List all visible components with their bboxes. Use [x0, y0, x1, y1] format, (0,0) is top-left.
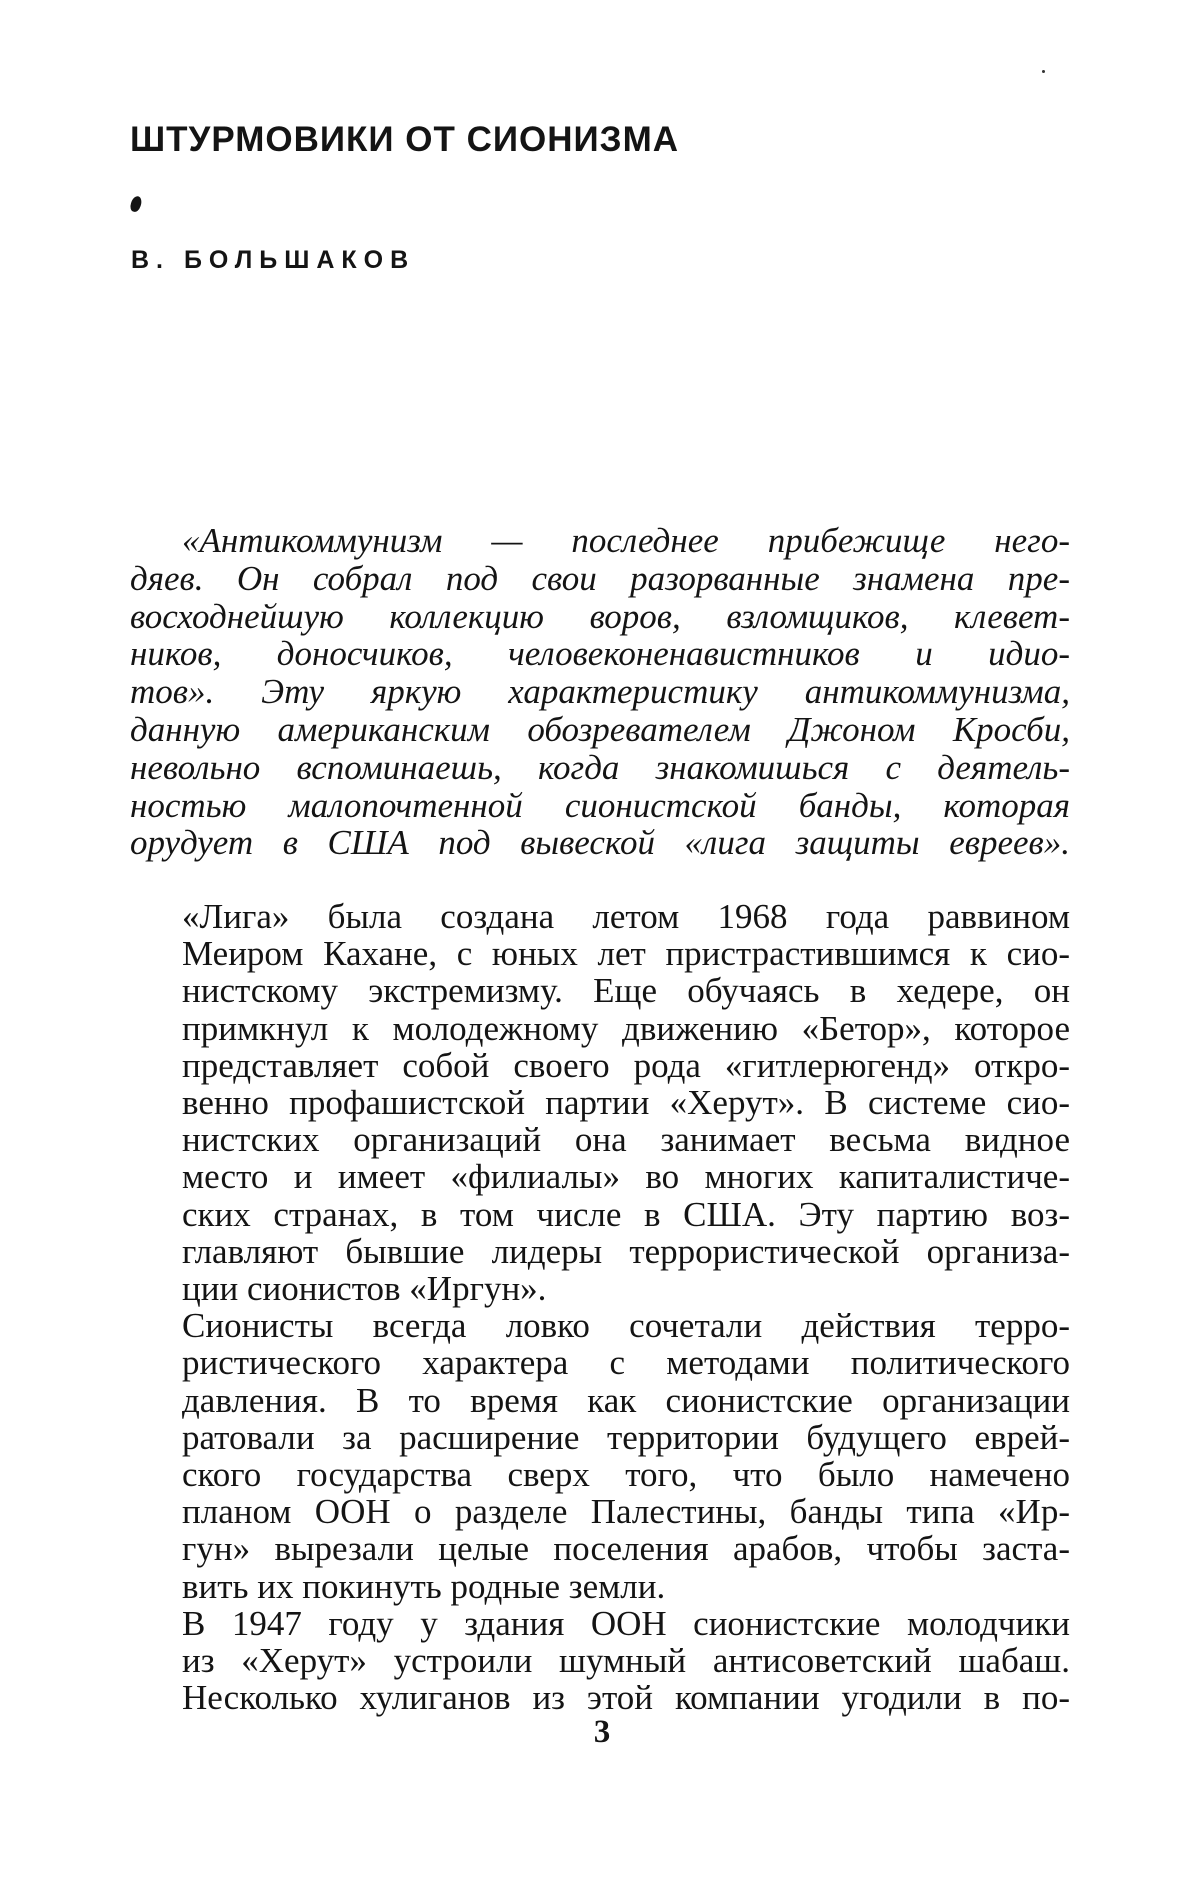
text-line: нистских организаций она занимает весьма видное — [182, 1120, 1070, 1160]
epigraph-line: ностью малопочтенной сионистской банды, которая — [130, 785, 1070, 825]
text-line: нистскому экстремизму. Еще обучаясь в хедере, он — [182, 971, 1070, 1011]
text-line: ских странах, в том числе в США. Эту партию воз- — [182, 1194, 1070, 1234]
article-title: ШТУРМОВИКИ ОТ СИОНИЗМА — [130, 120, 680, 159]
text-line: «Лига» была создана летом 1968 года раввином — [182, 897, 1070, 936]
paragraph — [130, 1605, 1070, 1717]
text-line: венно профашистской партии «Херут». В системе сио- — [182, 1083, 1070, 1123]
author-byline: В. БОЛЬШАКОВ — [131, 246, 416, 274]
text-line: Меиром Кахане, с юных лет пристрастившимся к сио- — [182, 934, 1070, 974]
text-line: Несколько хулиганов из этой компании угодили в по- — [182, 1678, 1070, 1718]
page-number: 3 — [593, 1714, 611, 1750]
text-line: главляют бывшие лидеры террористической организа- — [182, 1231, 1070, 1271]
epigraph-line: дяев. Он собрал под свои разорванные знамена пре- — [130, 558, 1070, 598]
text-line: представляет собой своего рода «гитлерюгенд» откро- — [182, 1045, 1070, 1085]
text-line: ратовали за расширение территории будущего еврей- — [182, 1417, 1070, 1457]
decorative-mark — [129, 195, 143, 213]
epigraph — [130, 522, 1070, 862]
epigraph-line: орудует в США под вывеской «лига защиты евреев». — [130, 823, 1070, 863]
epigraph-line: тов». Эту яркую характеристику антикоммунизма, — [130, 672, 1070, 712]
epigraph-line: данную американским обозревателем Джоном Кросби, — [130, 709, 1070, 749]
text-line: Сионисты всегда ловко сочетали действия терро- — [182, 1306, 1070, 1346]
text-line: вить их покинуть родные земли. — [182, 1566, 666, 1606]
text-line: ции сионистов «Иргун». — [182, 1269, 547, 1309]
text-line: планом ООН о разделе Палестины, банды типа «Ир- — [182, 1492, 1070, 1532]
text-line: ского государства сверх того, что было намечено — [182, 1455, 1070, 1495]
text-line: из «Херут» устроили шумный антисоветский шабаш. — [182, 1641, 1070, 1681]
epigraph-line: «Антикоммунизм — последнее прибежище него- — [182, 521, 1070, 560]
paragraph — [130, 898, 1070, 1307]
text-line: примкнул к молодежному движению «Бетор», которое — [182, 1008, 1070, 1048]
epigraph-line: ников, доносчиков, человеконенавистников и идио- — [130, 634, 1070, 674]
text-line: В 1947 году у здания ООН сионистские молодчики — [182, 1603, 1070, 1643]
epigraph-line: восходнейшую коллекцию воров, взломщиков, клевет- — [130, 596, 1070, 636]
text-line: давления. В то время как сионистские организации — [182, 1380, 1070, 1420]
scan-speck — [1042, 70, 1045, 73]
paragraph — [130, 1307, 1070, 1605]
body-text — [130, 898, 1070, 1716]
text-line: место и имеет «филиалы» во многих капиталистиче- — [182, 1157, 1070, 1197]
text-line: ристического характера с методами политического — [182, 1343, 1070, 1383]
text-line: гун» вырезали целые поселения арабов, чтобы заста- — [182, 1529, 1070, 1569]
epigraph-line: невольно вспоминаешь, когда знакомишься с деятель- — [130, 747, 1070, 787]
